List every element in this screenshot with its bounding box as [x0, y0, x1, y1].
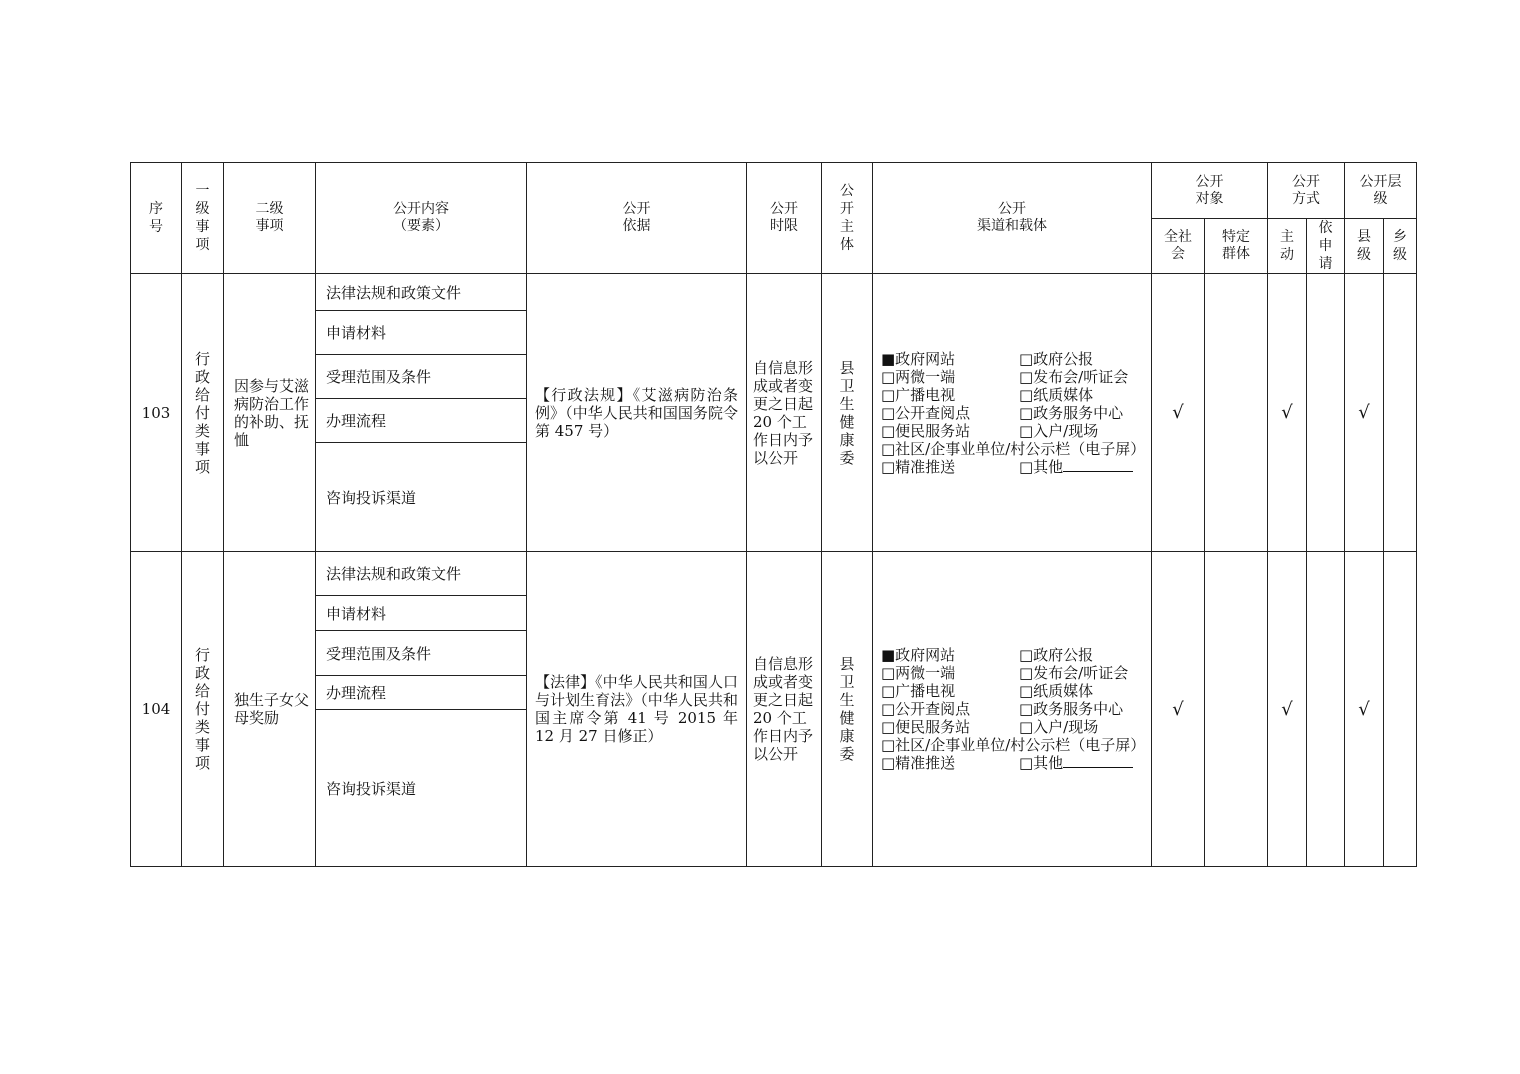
- check-target-all: √: [1152, 274, 1205, 552]
- channel-reading-point: □公开查阅点: [881, 700, 971, 718]
- header-level2: 二级事项: [224, 163, 316, 274]
- content-item-process: 办理流程: [316, 399, 527, 443]
- channel-other: □其他: [1019, 458, 1133, 476]
- check-target-all: √: [1152, 552, 1205, 867]
- channel-service-station: □便民服务站: [881, 421, 971, 440]
- row-seq: 104: [131, 552, 182, 867]
- header-method: 公开 方式: [1268, 163, 1345, 219]
- content-item-laws: 法律法规和政策文件: [316, 552, 527, 596]
- content-item-laws: 法律法规和政策文件: [316, 274, 527, 311]
- empty-scope-town: [1384, 552, 1417, 867]
- empty-target-specific: [1205, 274, 1268, 552]
- header-method-request: 依申请: [1307, 219, 1345, 274]
- header-row-top: [131, 163, 1417, 219]
- row-level1: 行政给付类事项: [182, 274, 224, 552]
- channel-service-center: □政务服务中心: [1019, 700, 1124, 718]
- channel-gov-gazette: □政府公报: [1019, 646, 1094, 664]
- check-method-active: √: [1268, 274, 1307, 552]
- channel-radio-tv: □广播电视: [881, 385, 956, 404]
- table-row: [131, 274, 1417, 311]
- check-method-active: √: [1268, 552, 1307, 867]
- content-item-process: 办理流程: [316, 676, 527, 710]
- channel-press: □发布会/听证会: [1019, 664, 1129, 682]
- channel-gov-gazette: □政府公报: [1019, 349, 1094, 368]
- row-time-limit: 自信息形成或者变更之日起 20 个工作日内予以公开: [747, 552, 822, 867]
- row-time-limit: 自信息形成或者变更之日起 20 个工作日内予以公开: [747, 274, 822, 552]
- channel-door-to-door: □入户/现场: [1019, 421, 1099, 440]
- channel-options: [873, 274, 1152, 552]
- row-subject: 县卫生健康委: [822, 274, 873, 552]
- table-row: [131, 552, 1417, 596]
- channel-service-station: □便民服务站: [881, 718, 971, 736]
- empty-target-specific: [1205, 552, 1268, 867]
- content-item-scope-conditions: 受理范围及条件: [316, 631, 527, 676]
- header-scope-town: 乡级: [1384, 219, 1417, 274]
- row-seq: 103: [131, 274, 182, 552]
- row-level1: 行政给付类事项: [182, 552, 224, 867]
- content-item-scope-conditions: 受理范围及条件: [316, 355, 527, 399]
- row-level2: 因参与艾滋病防治工作的补助、抚恤: [224, 274, 316, 552]
- empty-scope-town: [1384, 274, 1417, 552]
- header-target-all: 全社 会: [1152, 219, 1205, 274]
- header-scope: 公开层 级: [1345, 163, 1417, 219]
- channel-paper-media: □纸质媒体: [1019, 385, 1094, 404]
- channel-options: [873, 552, 1152, 867]
- channel-service-center: □政务服务中心: [1019, 403, 1124, 422]
- header-seq: 序号: [131, 163, 182, 274]
- header-target: 公开 对象: [1152, 163, 1268, 219]
- channel-two-micro: □两微一端: [881, 664, 956, 682]
- header-channel: 公开 渠道和载体: [873, 163, 1152, 274]
- header-content: 公开内容 （要素）: [316, 163, 527, 274]
- row-basis: 【法律】《中华人民共和国人口与计划生育法》（中华人民共和国主席令第 41 号 2015 年 12 月 27 日修正）: [527, 552, 747, 867]
- channel-press: □发布会/听证会: [1019, 367, 1129, 386]
- header-level1: 一级事项: [182, 163, 224, 274]
- header-subject: 公开主体: [822, 163, 873, 274]
- channel-precise-push: □精准推送: [881, 457, 956, 476]
- row-basis: 【行政法规】《艾滋病防治条例》（中华人民共和国国务院令第 457 号）: [527, 274, 747, 552]
- header-scope-county: 县级: [1345, 219, 1384, 274]
- row-level2: 独生子女父母奖励: [224, 552, 316, 867]
- empty-method-request: [1307, 552, 1345, 867]
- channel-bulletin: □社区/企事业单位/村公示栏（电子屏）: [881, 736, 1146, 754]
- check-scope-county: √: [1345, 552, 1384, 867]
- content-item-materials: 申请材料: [316, 311, 527, 355]
- header-target-specific: 特定 群体: [1205, 219, 1268, 274]
- channel-other: □其他: [1019, 754, 1133, 772]
- row-subject: 县卫生健康委: [822, 552, 873, 867]
- channel-door-to-door: □入户/现场: [1019, 718, 1099, 736]
- header-time-limit: 公开 时限: [747, 163, 822, 274]
- header-basis: 公开 依据: [527, 163, 747, 274]
- channel-gov-website: ■政府网站: [881, 646, 956, 664]
- empty-method-request: [1307, 274, 1345, 552]
- content-item-materials: 申请材料: [316, 596, 527, 631]
- channel-paper-media: □纸质媒体: [1019, 682, 1094, 700]
- disclosure-table: [130, 162, 1417, 867]
- channel-gov-website: ■政府网站: [881, 349, 956, 368]
- channel-precise-push: □精准推送: [881, 754, 956, 772]
- channel-bulletin: □社区/企事业单位/村公示栏（电子屏）: [881, 439, 1146, 458]
- channel-radio-tv: □广播电视: [881, 682, 956, 700]
- content-item-complaint: 咨询投诉渠道: [316, 443, 527, 552]
- header-method-active: 主动: [1268, 219, 1307, 274]
- channel-two-micro: □两微一端: [881, 367, 956, 386]
- content-item-complaint: 咨询投诉渠道: [316, 710, 527, 867]
- channel-reading-point: □公开查阅点: [881, 403, 971, 422]
- check-scope-county: √: [1345, 274, 1384, 552]
